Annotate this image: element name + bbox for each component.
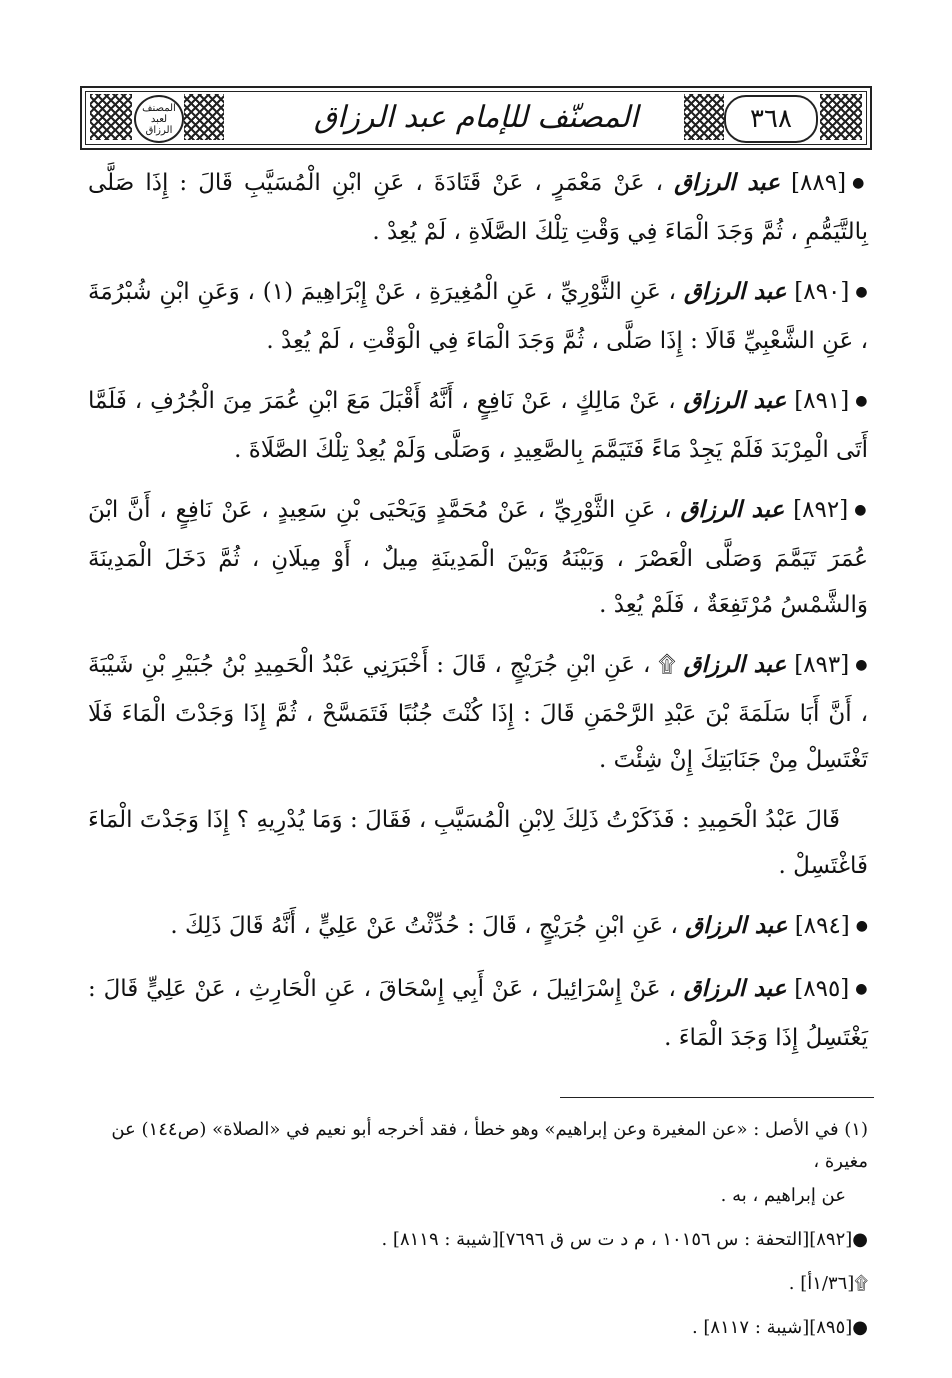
hadith-entry <box>88 269 868 364</box>
entry-text: ۩ ، عَنِ ابْنِ جُرَيْجٍ ، قَالَ : أَخْبَرَنِي عَبْدُ الْحَمِيدِ بْنُ جُبَيْرِ بْنِ شَيْبَةَ ، أَنَّ أَبَا سَلَمَةَ بْنَ عَبْدِ الرَّحْمَنِ قَالَ : إِذَا كُنْتَ جُنُبًا فَتَمَسَّحْ ، ثُمَّ إِذَا وَجَدْتَ الْمَاءَ فَلَا تَغْتَسِلْ مِنْ جَنَابَتِكَ إِنْ شِئْتَ . <box>88 652 868 773</box>
narrator-ref: عبد الرزاق <box>683 387 787 414</box>
footnote-1-continuation: عن إبراهيم ، به . <box>720 1185 846 1206</box>
book-seal-logo: المصنف لعبد الرزاق <box>134 95 184 143</box>
entry-bullet: ● <box>855 657 869 673</box>
footnote-divider <box>560 1097 874 1098</box>
hadith-entry <box>88 966 868 1061</box>
entry-number: [٨٩٤] <box>794 913 850 939</box>
narrator-ref: عبد الرزاق <box>685 912 788 939</box>
entry-text: ، عَنْ مَالِكٍ ، عَنْ نَافِعٍ ، أَنَّهُ أَقْبَلَ مَعَ ابْنِ عُمَرَ مِنَ الْجُرُفِ ، فَلَمَّا أَتَى الْمِرْبَدَ فَلَمْ يَجِدْ مَاءً فَتَيَمَّمَ بِالصَّعِيدِ ، وَصَلَّى وَلَمْ يُعِدْ تِلْكَ الصَّلَاةَ . <box>88 388 868 463</box>
ornament-left-inner <box>184 94 224 140</box>
entry-bullet: ● <box>854 502 868 518</box>
footnote-tuhfa: ●[٨٩٢][التحفة : س ١٠١٥٦ ، م د ت س ق ٧٦٩٦][شيبة : ٨١١٩] . <box>381 1229 868 1250</box>
entry-text: ، عَنِ الثَّوْرِيِّ ، عَنْ مُحَمَّدٍ وَيَحْيَى بْنِ سَعِيدٍ ، عَنْ نَافِعٍ ، أَنَّ ابْنَ عُمَرَ تَيَمَّمَ وَصَلَّى الْعَصْرَ ، وَبَيْنَهُ وَبَيْنَ الْمَدِينَةِ مِيلٌ ، أَوْ مِيلَانِ ، ثُمَّ دَخَلَ الْمَدِينَةَ وَالشَّمْسُ مُرْتَفِعَةٌ ، فَلَمْ يُعِدْ . <box>88 497 868 618</box>
entry-number: [٨٩١] <box>794 388 850 414</box>
entry-number: [٨٩٥] <box>794 976 850 1002</box>
ornament-right-outer <box>820 94 862 140</box>
hadith-entry <box>88 160 868 255</box>
narrator-ref: عبد الرزاق <box>674 169 780 196</box>
hadith-continuation <box>88 797 868 889</box>
entry-text: ، عَنْ مَعْمَرٍ ، عَنْ قَتَادَةَ ، عَنِ ابْنِ الْمُسَيَّبِ قَالَ : إِذَا صَلَّى بِالتَّيَمُّمِ ، ثُمَّ وَجَدَ الْمَاءَ فِي وَقْتِ تِلْكَ الصَّلَاةِ ، لَمْ يُعِدْ . <box>88 170 868 245</box>
entry-number: [٨٩٢] <box>793 497 849 523</box>
footnote-shayba: ●[٨٩٥][شيبة : ٨١١٧] . <box>691 1317 868 1338</box>
page-number: ٣٦٨ <box>724 95 818 143</box>
entry-number: [٨٩٣] <box>794 652 850 678</box>
entry-bullet: ● <box>855 393 869 409</box>
page-header <box>80 86 872 150</box>
entry-bullet: ● <box>855 981 869 997</box>
main-text <box>88 160 868 1061</box>
footnotes <box>88 1114 868 1356</box>
narrator-ref: عبد الرزاق <box>683 651 787 678</box>
entry-text: قَالَ عَبْدُ الْحَمِيدِ : فَذَكَرْتُ ذَلِكَ لِابْنِ الْمُسَيَّبِ ، فَقَالَ : وَمَا يُدْرِيهِ ؟ إِذَا وَجَدْتَ الْمَاءَ فَاغْتَسِلْ . <box>88 807 868 879</box>
hadith-entry <box>88 487 868 628</box>
narrator-ref: عبد الرزاق <box>680 496 785 523</box>
entry-number: [٨٩٠] <box>794 279 850 305</box>
narrator-ref: عبد الرزاق <box>683 278 787 305</box>
narrator-ref: عبد الرزاق <box>683 975 787 1002</box>
entry-number: [٨٨٩] <box>791 170 847 196</box>
ornament-left-outer <box>90 94 132 140</box>
footnote-folio: ۩[١/٣٦أ] . <box>788 1273 868 1294</box>
entry-text: ، عَنِ ابْنِ جُرَيْجٍ ، قَالَ : حُدِّثْتُ عَنْ عَلِيٍّ ، أَنَّهُ قَالَ ذَلِكَ . <box>170 913 678 939</box>
entry-text: ، عَنْ إِسْرَائِيلَ ، عَنْ أَبِي إِسْحَاقَ ، عَنِ الْحَارِثِ ، عَنْ عَلِيٍّ قَالَ : يَغْتَسِلُ إِذَا وَجَدَ الْمَاءَ . <box>88 976 868 1051</box>
hadith-entry <box>88 378 868 473</box>
book-title: المصنّف للإمام عبد الرزاق <box>313 99 639 135</box>
entry-text: ، عَنِ الثَّوْرِيِّ ، عَنِ الْمُغِيرَةِ ، عَنْ إِبْرَاهِيمَ (١) ، وَعَنِ ابْنِ شُبْرُمَةَ ، عَنِ الشَّعْبِيِّ قَالَا : إِذَا صَلَّى ، ثُمَّ وَجَدَ الْمَاءَ فِي الْوَقْتِ ، لَمْ يُعِدْ . <box>88 279 868 354</box>
footnote-1: (١) في الأصل : «عن المغيرة وعن إبراهيم» وهو خطأ ، فقد أخرجه أبو نعيم في «الصلاة» (ص١٤٤) عن مغيرة ، <box>111 1119 868 1172</box>
hadith-entry <box>88 903 868 952</box>
entry-bullet: ● <box>855 284 868 300</box>
entry-bullet: ● <box>852 175 869 191</box>
entry-bullet: ● <box>855 918 868 934</box>
hadith-entry <box>88 642 868 783</box>
